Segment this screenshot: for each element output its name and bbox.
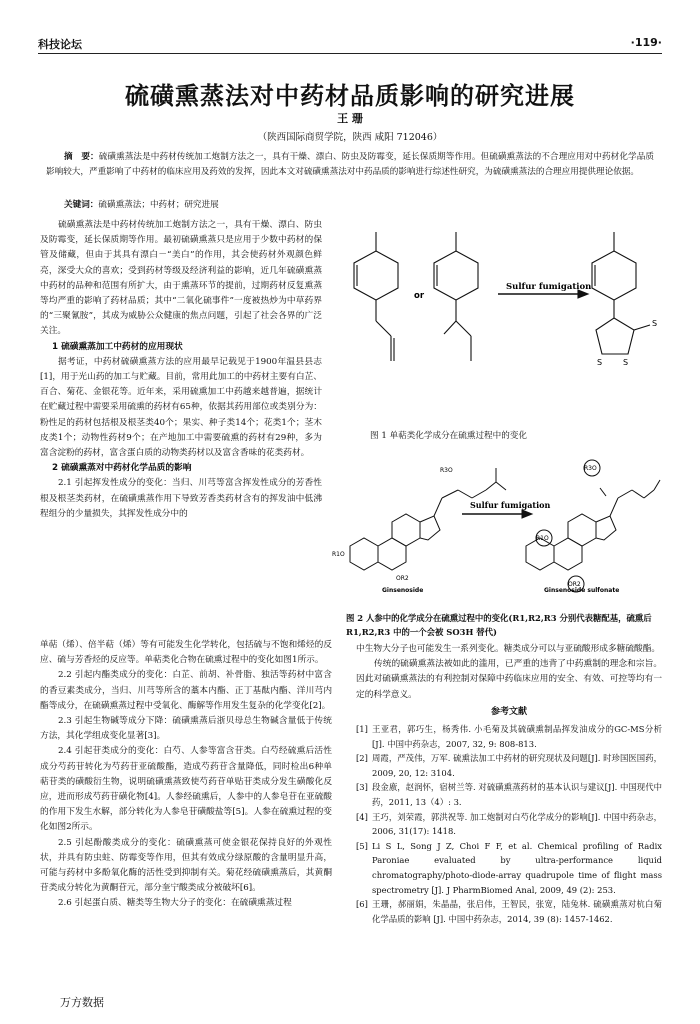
reference-number: [5]	[356, 840, 368, 851]
r3-label: R3O	[584, 465, 597, 472]
reference-item	[356, 839, 662, 897]
right-column	[356, 642, 662, 926]
r2-label: OR2	[396, 575, 409, 582]
reference-number: [2]	[356, 753, 368, 764]
keywords	[64, 198, 654, 210]
ginsenoside-sulfonate-label: Ginsenoside sulfonate	[544, 587, 620, 594]
section-2-6b: 中生物大分子也可能发生一系列变化。糖类成分可以与亚硫酸形成多糖硫酸酯。	[356, 644, 661, 654]
left-column-lower	[40, 638, 332, 912]
section-1-heading: 1 硫磺熏蒸加工中药材的应用现状	[52, 341, 183, 352]
figure-1-scheme	[346, 226, 664, 406]
r1-label: R1O	[332, 551, 345, 558]
section-2-2: 2.2 引起内酯类成分的变化：白芷、前胡、补骨脂、独活等药材中富含的香豆素类成分，当归、川芎等所含的藁本内酯、正丁基酞内酯、洋川芎内酯等成分，在硫磺熏蒸过程中受氧化、酶解等作用发生复杂的化学变化[2]。	[40, 670, 332, 711]
ring-b	[434, 251, 478, 300]
reference-item	[356, 780, 662, 809]
reference-number: [6]	[356, 899, 368, 910]
ring-a	[354, 251, 398, 300]
fig1-s-label: S	[623, 358, 629, 367]
reference-number: [3]	[356, 782, 368, 793]
section-2-3: 2.3 引起生物碱等成分下降：硫磺熏蒸后浙贝母总生物碱含量低于传统方法，其化学组成变化显著[3]。	[40, 716, 332, 742]
reference-text: 王亚君，郭巧生，杨秀伟. 小毛菊及其硫磺熏制品挥发油成分的GC-MS分析[J]. 中国中药杂志，2007, 32, 9: 808-813.	[372, 724, 662, 749]
reference-item	[356, 722, 662, 751]
ginsenoside-label: Ginsenoside	[382, 587, 424, 594]
r2-label: OR2	[568, 581, 581, 588]
reference-text: Li S L, Song J Z, Choi F F, et al. Chemical profiling of Radix Paroniae evaluated by ultra-performance liquid chromatography/photo-diode-array quadrupole time of flight mass spectrometry [J]. J PharmBiomed Anal, 2009, 49 (2): 253.	[372, 840, 662, 895]
section-2-5: 2.5 引起酚酸类成分的变化：硫磺熏蒸可使金银花保持良好的外观性状，并具有防虫蛀、防霉变等作用，但其有效成分绿原酸的含量明显升高，可能与药材中多酚氧化酶的活性受到抑制有关。菊花经硫磺熏蒸后，其黄酮苷类成分转化为黄酮苷元，部分奎宁酸类成分被破坏[6]。	[40, 837, 332, 894]
fig1-s-label: S	[597, 358, 603, 367]
references-title: 参考文献	[490, 706, 527, 717]
section-label: 科技论坛	[38, 38, 82, 51]
reference-text: 段金廒，赵润怀，宿树兰等. 对硫磺熏蒸药材的基本认识与建议[J]. 中国现代中药，2011, 13（4）: 3.	[372, 782, 662, 807]
abstract-label: 摘 要：	[64, 152, 99, 162]
figure-2-caption: 图 2 人参中的化学成分在硫熏过程中的变化(R1,R2,R3 分别代表糖配基，硫熏后 R1,R2,R3 中的一个会被 SO3H 替代)	[346, 613, 652, 637]
reference-item	[356, 751, 662, 780]
reference-text: 周霞，严茂伟，万军. 硫熏法加工中药材的研究现状及问题[J]. 时珍国医国药，2009, 20, 12: 3104.	[372, 753, 662, 778]
reference-item	[356, 897, 662, 926]
closing-paragraph: 传统的硫磺熏蒸法被如此的滥用，已严重的违背了中药熏制的理念和宗旨。因此对硫磺熏蒸法的有利控制对保障中药临床应用的安全、有效、可控等均有一定的科学意义。	[356, 659, 662, 700]
article-title: 硫磺熏蒸法对中药材品质影响的研究进展	[125, 82, 575, 110]
ring-product	[592, 251, 636, 300]
reference-text: 王珊，郝丽娟，朱晶晶，张启伟，王智民，张宽，陆兔林. 硫磺熏蒸对杭白菊化学品质的影响 [J]. 中国中药杂志，2014, 39 (8): 1457-1462.	[372, 899, 662, 924]
footer-watermark: 万方数据	[60, 996, 104, 1009]
reference-item	[356, 810, 662, 839]
reference-number: [4]	[356, 811, 368, 822]
r3-label: R3O	[440, 467, 453, 474]
author: 王 珊	[337, 112, 363, 125]
keywords-text: 硫磺熏蒸法；中药材；研究进展	[98, 200, 219, 210]
section-2-4: 2.4 引起苷类成分的变化：白芍、人参等富含苷类。白芍经硫熏后活性成分芍药苷转化为芍药苷亚硫酸酯，造成芍药苷含量降低，同时检出6种单萜苷类的磺酸衍生物，说明硫磺熏蒸致使芍药苷单贴苷类成分发生磺酸化反应，进而形成芍药苷磺化物[4]。人参经硫熏后，人参中的人参皂苷在亚硫酸的作用下发生水解，部分转化为人参皂苷磺酸盐等[5]。人参在硫熏过程的变化如图2所示。	[40, 746, 332, 833]
r1-label: R1O	[536, 535, 549, 542]
left-column	[40, 218, 322, 522]
reference-number: [1]	[356, 724, 368, 735]
abstract	[46, 150, 654, 180]
page-number: ·119·	[630, 36, 662, 49]
reference-text: 王巧，刘荣霞，郭洪祝等. 加工炮制对白芍化学成分的影响[J]. 中国中药杂志，2006, 31(17): 1418.	[372, 811, 662, 837]
section-2-1a: 2.1 引起挥发性成分的变化：当归、川芎等富含挥发性成分的芳香性根及根茎类药材，在硫磺熏蒸作用下导致芳香类药材含有的挥发油中低沸程组分的少量损失，其挥发性成分中的	[40, 478, 322, 519]
dithiole-ring	[596, 318, 634, 354]
figure-2-scheme	[330, 446, 666, 594]
fig2-arrow-label: Sulfur fumigation	[470, 500, 551, 510]
reference-list	[356, 722, 662, 926]
section-2-1b: 单萜（烯）、倍半萜（烯）等有可能发生化学转化，包括硫与不饱和烯烃的反应、硫与芳香烃的反应等。单萜类化合物在硫熏过程中的变化如图1所示。	[40, 640, 332, 666]
section-2-6a: 2.6 引起蛋白质、糖类等生物大分子的变化：在硫磺熏蒸过程	[58, 898, 292, 909]
section-1-text: 据考证，中药材硫磺熏蒸方法的应用最早记载见于1900年温县县志[1]，用于光山药的加工与贮藏。目前，常用此加工的中药材主要有白芷、百合、菊花、金银花等。近年来，采用硫熏加工中药越来越普遍，据统计在贮藏过程中需要采用硫熏的药材有65种，依据其药用部位或类别分为：粉性足的药材包括根及根茎类40个；果实、种子类14个；花类1个；茎木皮类1个；动物性药材9个；在产地加工中需要硫熏的药材有29种，多为富含淀粉的药材，富含蛋白质的动物类药材以及富含香味的花类药材。	[40, 356, 322, 459]
keywords-label: 关键词：	[64, 200, 99, 210]
or-label: or	[414, 291, 425, 301]
abstract-text: 硫磺熏蒸法是中药材传统加工炮制方法之一，具有干燥、漂白、防虫及防霉变，延长保质期等作用。但硫磺熏蒸法的不合理应用对中药材化学品质影响较大，严重影响了中药材的临床应用及药效的发挥，因此本文对硫磺熏蒸法对中药品质的影响进行综述性研究，为硫磺熏蒸法的合理应用提供理论依据。	[46, 152, 654, 177]
running-header	[38, 34, 662, 54]
figure-1-caption: 图 1 单萜类化学成分在硫熏过程中的变化	[370, 431, 528, 441]
fig1-arrow-label: Sulfur fumigation	[506, 282, 592, 292]
intro-paragraph: 硫磺熏蒸法是中药材传统加工炮制方法之一，具有干燥、漂白、防虫及防霉变，延长保质期等作用。最初硫磺熏蒸只是应用于少数中药材的保管及储藏，但由于其具有漂白－“美白”的作用，其会使药材外观颜色鲜亮，深受大众的喜欢；受到药材等级及经济利益的影响，近几年硫磺熏蒸中药材的品种和范围有所扩大，由于熏蒸环节的提前，过期药材反复熏蒸等均严重的影响了药材品质；其中“二氧化硫事件”一度被热炒为中草药界的“三聚氰胺”，其成为威胁公众健康的焦点问题，引起了社会各界的广泛关注。	[40, 220, 322, 337]
fig1-s-label: S	[652, 319, 658, 328]
affiliation: （陕西国际商贸学院，陕西 咸阳 712046）	[257, 132, 443, 143]
section-2-heading: 2 硫磺熏蒸对中药材化学品质的影响	[52, 463, 192, 474]
